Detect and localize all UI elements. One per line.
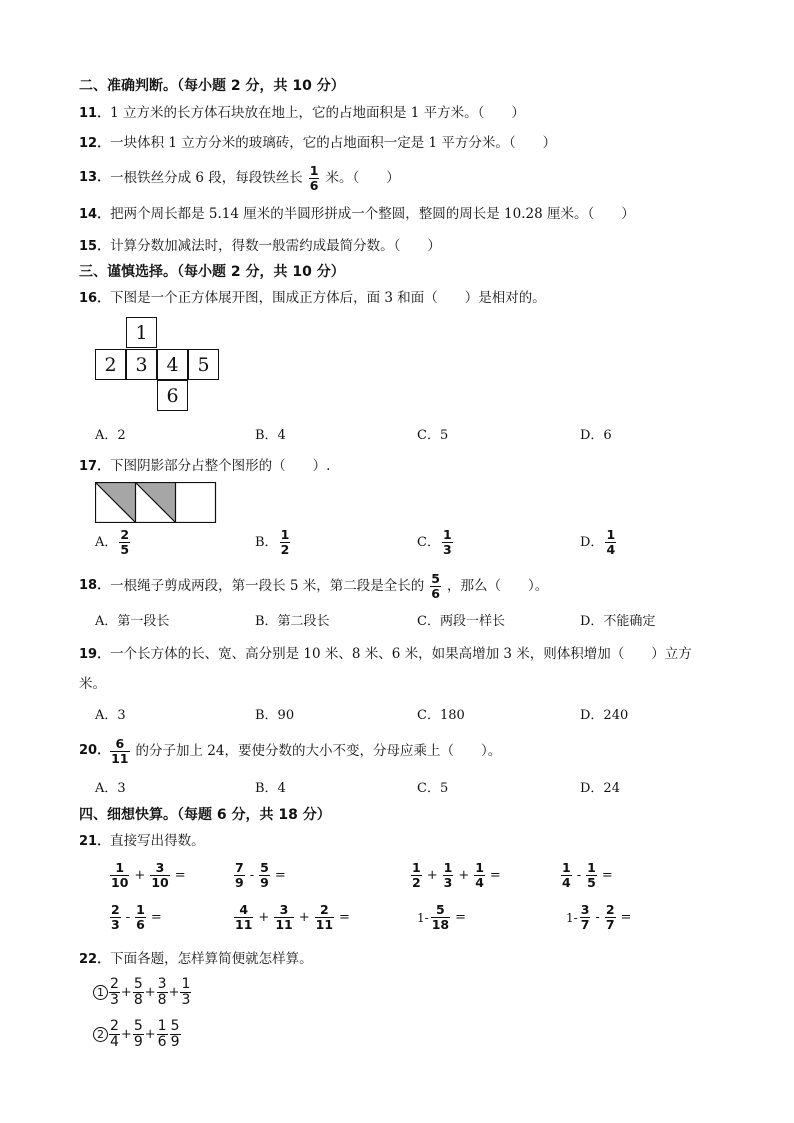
- shaded-rectangle-figure: [95, 482, 217, 523]
- question-text: 一块体积 1 立方分米的玻璃砖，它的占地面积一定是 1 平方分米。（ ）: [110, 135, 557, 151]
- cube-face-5: 5: [188, 349, 219, 380]
- cube-face-3: 3: [126, 349, 157, 380]
- fraction: $\frac{3}{7}$: [580, 902, 590, 932]
- option-d[interactable]: D．不能确定: [580, 614, 656, 629]
- expression-8: 1- $\frac{3}{7}$ - $\frac{2}{7}$ =: [566, 902, 632, 932]
- question-text: 一个长方体的长、宽、高分别是 10 米、8 米、6 米，如果高增加 3 米，则体积增加（ ）立方: [110, 646, 692, 662]
- fraction: 2 3: [110, 976, 119, 1008]
- question-number: 17．: [79, 459, 111, 474]
- option-a[interactable]: A．第一段长: [95, 614, 170, 629]
- fraction: $\frac{1}{5}$: [587, 860, 596, 890]
- question-15: [79, 237, 441, 256]
- question-20: [79, 733, 501, 769]
- fraction: $\frac{4}{11}$: [235, 902, 253, 932]
- fraction: $\frac{5}{6}$: [431, 570, 440, 601]
- fraction: $\frac{3}{8}$: [157, 976, 167, 1008]
- option-b[interactable]: B．4: [255, 781, 286, 796]
- option-d[interactable]: D．24: [580, 781, 620, 796]
- option-a[interactable]: A．3: [95, 781, 126, 796]
- fraction: $\frac{1}{4}$: [606, 527, 616, 557]
- question-21: [79, 832, 205, 851]
- expression-4: $\frac{1}{4}$ - $\frac{1}{5}$ =: [562, 860, 613, 890]
- option-b[interactable]: B． $\frac{1}{2}$: [255, 527, 290, 557]
- fraction: $\frac{2}{7}$: [605, 902, 615, 932]
- question-number: 18．: [79, 578, 111, 593]
- fraction: $\frac{1}{3}$: [442, 527, 452, 557]
- question-number: 12．: [79, 136, 111, 151]
- question-text: 下图是一个正方体展开图，围成正方体后，面 3 和面（ ）是相对的。: [110, 290, 546, 306]
- fraction: $\frac{5}{9}$: [133, 1018, 143, 1050]
- simplify-problem-1: 1 2 3 + $\frac{5}{8}$ + $\frac{3}{8}$ + $\frac{1}{3}$: [93, 977, 191, 1008]
- question-number: 15．: [79, 239, 111, 254]
- option-a[interactable]: A．2: [95, 428, 126, 443]
- question-22: [79, 950, 313, 969]
- expression-7: 1- $\frac{5}{18}$ =: [417, 902, 467, 932]
- fraction: $\frac{5}{18}$: [431, 902, 450, 932]
- expression-1: $\frac{1}{10}$ + $\frac{3}{10}$ =: [111, 860, 186, 890]
- question-number: 16．: [79, 291, 111, 306]
- fraction: $\frac{3}{11}$: [275, 902, 293, 932]
- question-number: 22．: [79, 952, 111, 967]
- problem-marker: 2: [93, 1027, 108, 1042]
- fraction: $\frac{5}{8}$: [133, 976, 143, 1008]
- question-number: 19．: [79, 647, 111, 662]
- section-heading-calc: 四、细想快算。（每题 6 分，共 18 分）: [79, 807, 331, 823]
- option-b[interactable]: B．4: [255, 428, 286, 443]
- question-11: [79, 104, 525, 123]
- option-c[interactable]: C．180: [417, 708, 465, 723]
- fraction: 2 4: [110, 1018, 119, 1050]
- cube-face-2: 2: [95, 349, 126, 380]
- fraction: $\frac{1}{6}$: [309, 162, 319, 193]
- fraction: $\frac{1}{10}$: [111, 860, 129, 890]
- cube-face-1: 1: [126, 317, 157, 348]
- fraction: $\frac{2}{3}$: [111, 902, 120, 932]
- question-text: 计算分数加减法时，得数一般需约成最简分数。（ ）: [110, 238, 441, 254]
- question-14: [79, 205, 635, 224]
- fraction: $\frac{3}{10}$: [151, 860, 169, 890]
- fraction: $\frac{1}{2}$: [280, 527, 290, 557]
- fraction: $\frac{2}{5}$: [120, 527, 130, 557]
- question-number: 21．: [79, 834, 111, 849]
- expression-6: $\frac{4}{11}$ + $\frac{3}{11}$ + $\frac{2}{11}$ =: [235, 902, 350, 932]
- section-heading-choice: 三、谨慎选择。（每小题 2 分，共 10 分）: [79, 264, 345, 280]
- fraction: $\frac{1}{3}$: [443, 860, 453, 890]
- option-d[interactable]: D．240: [580, 708, 629, 723]
- fraction: $\frac{6}{11}$: [111, 735, 129, 766]
- fraction: $\frac{1}{6}$: [157, 1018, 167, 1050]
- question-text: 把两个周长都是 5.14 厘米的半圆形拼成一个整圆，整圆的周长是 10.28 厘米。（ ）: [110, 206, 635, 222]
- question-text: 直接写出得数。: [110, 833, 205, 849]
- cube-face-6: 6: [157, 380, 188, 411]
- question-text-tail: 米。（ ）: [325, 170, 400, 186]
- problem-marker: 1: [93, 985, 108, 1000]
- question-18: [79, 568, 548, 604]
- fraction: $\frac{1}{3}$: [181, 976, 191, 1008]
- option-c[interactable]: C．5: [417, 781, 449, 796]
- option-a[interactable]: A．3: [95, 708, 126, 723]
- question-16: [79, 289, 546, 308]
- option-a[interactable]: A． $\frac{2}{5}$: [95, 527, 130, 557]
- option-c[interactable]: C．两段一样长: [417, 614, 505, 629]
- section-heading-judge: 二、准确判断。（每小题 2 分，共 10 分）: [79, 78, 345, 94]
- fraction: $\frac{1}{2}$: [412, 860, 421, 890]
- cube-face-4: 4: [157, 349, 188, 380]
- option-c[interactable]: C．5: [417, 428, 449, 443]
- question-19-continuation: 米。: [79, 676, 106, 692]
- fraction: $\frac{2}{11}$: [315, 902, 334, 932]
- question-text: 的分子加上 24，要使分数的大小不变，分母应乘上（ ）。: [135, 743, 502, 759]
- question-text: 下图阴影部分占整个图形的（ ）.: [110, 458, 331, 474]
- question-19: [79, 645, 692, 664]
- simplify-problem-2: 2 2 4 + $\frac{5}{9}$ + $\frac{1}{6}$ 5 9: [93, 1019, 181, 1050]
- expression-3: $\frac{1}{2}$ + $\frac{1}{3}$ + $\frac{1}{4}$ =: [412, 860, 501, 890]
- expression-2: $\frac{7}{9}$ - $\frac{5}{9}$ =: [235, 860, 286, 890]
- fraction: $\frac{1}{4}$: [475, 860, 484, 890]
- question-13: [79, 160, 400, 196]
- fraction: $\frac{1}{6}$: [136, 902, 145, 932]
- fraction: $\frac{1}{4}$: [562, 860, 571, 890]
- question-text: 1 立方米的长方体石块放在地上，它的占地面积是 1 平方米。（ ）: [110, 105, 525, 121]
- option-c[interactable]: C． $\frac{1}{3}$: [417, 527, 452, 557]
- fraction: $\frac{5}{9}$: [260, 860, 269, 890]
- question-number: 11．: [79, 106, 111, 121]
- question-text-tail: ，那么（ ）。: [446, 578, 549, 594]
- question-17: [79, 457, 330, 476]
- option-b[interactable]: B．90: [255, 708, 295, 723]
- expression-5: $\frac{2}{3}$ - $\frac{1}{6}$ =: [111, 902, 162, 932]
- option-b[interactable]: B．第二段长: [255, 614, 330, 629]
- question-text: 下面各题，怎样算简便就怎样算。: [110, 951, 313, 967]
- fraction: 5 9: [170, 1018, 180, 1050]
- option-d[interactable]: D．6: [580, 428, 612, 443]
- question-text: 一根绳子剪成两段，第一段长 5 米，第二段是全长的: [110, 578, 425, 594]
- question-number: 13．: [79, 170, 111, 185]
- option-d[interactable]: D． $\frac{1}{4}$: [580, 527, 616, 557]
- question-12: [79, 134, 556, 153]
- question-text: 一根铁丝分成 6 段，每段铁丝长: [110, 170, 303, 186]
- question-number: 20．: [79, 743, 111, 758]
- fraction: $\frac{7}{9}$: [235, 860, 244, 890]
- question-number: 14．: [79, 207, 111, 222]
